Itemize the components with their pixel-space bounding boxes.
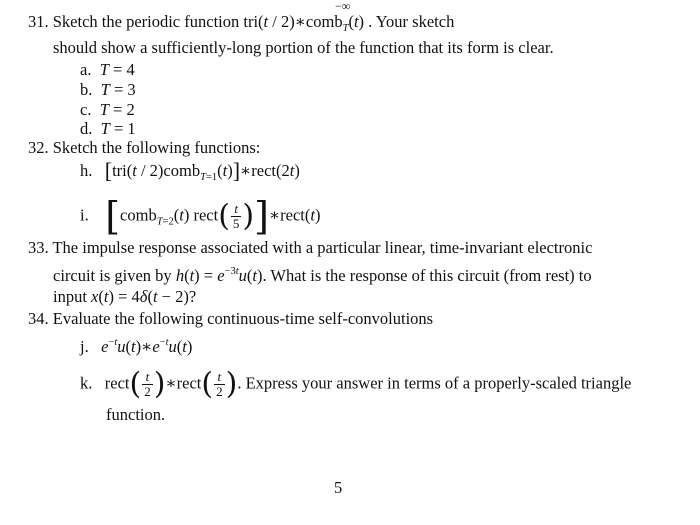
tri-comb-expression: tri(t / 2)∗comb$_T$(t) (243, 12, 365, 34)
case-d: d. T = 1 (80, 119, 136, 138)
case-c: c. T = 2 (80, 100, 135, 119)
problem-32-number: 32. (28, 138, 49, 157)
problem-32-heading: 32. Sketch the following functions: (28, 138, 261, 157)
problem-34-number: 34. (28, 309, 49, 328)
item-j: j. $e^{-t}u(t)∗e^{-t}u(t)$ (80, 337, 193, 356)
problem-31-line2: should show a sufficiently-long portion of the function that its form is clear. (53, 38, 554, 57)
problem-33-line1: 33. The impulse response associated with a particular linear, time-invariant electronic (28, 238, 593, 257)
problem-34-heading: 34. Evaluate the following continuous-time self-convolutions (28, 309, 434, 328)
item-k: k. rect( $\frac{t}{2}$ )∗rect( $\frac{t}{2}$ ). Express your answer in terms of a properly-scaled triangle (80, 366, 632, 402)
item-h: h. [tri(t / 2)comb$_{T=1}$(t)]∗rect(2t) (80, 158, 300, 183)
case-a: a. T = 4 (80, 60, 135, 79)
problem-33-number: 33. (28, 238, 49, 257)
top-fragment: −∞ (335, 0, 351, 13)
item-i: i. [comb$_{T=2}$(t) rect( $\frac{t}{5}$ )]∗rect(t) (80, 194, 321, 239)
problem-33-line3: input x(t) = 4δ(t − 2)? (53, 287, 197, 306)
problem-33-line2: circuit is given by $h(t) = e^{-3t}u(t)$. What is the response of this circuit (from rest) to (53, 266, 592, 285)
problem-31-line1: 31. Sketch the periodic function tri(t / 2)∗comb$_T$(t) . Your sketch (28, 12, 455, 34)
page-number: 5 (334, 478, 343, 497)
item-k-continued: function. (106, 405, 166, 424)
case-b: b. T = 3 (80, 80, 136, 99)
problem-31-number: 31. (28, 12, 49, 31)
